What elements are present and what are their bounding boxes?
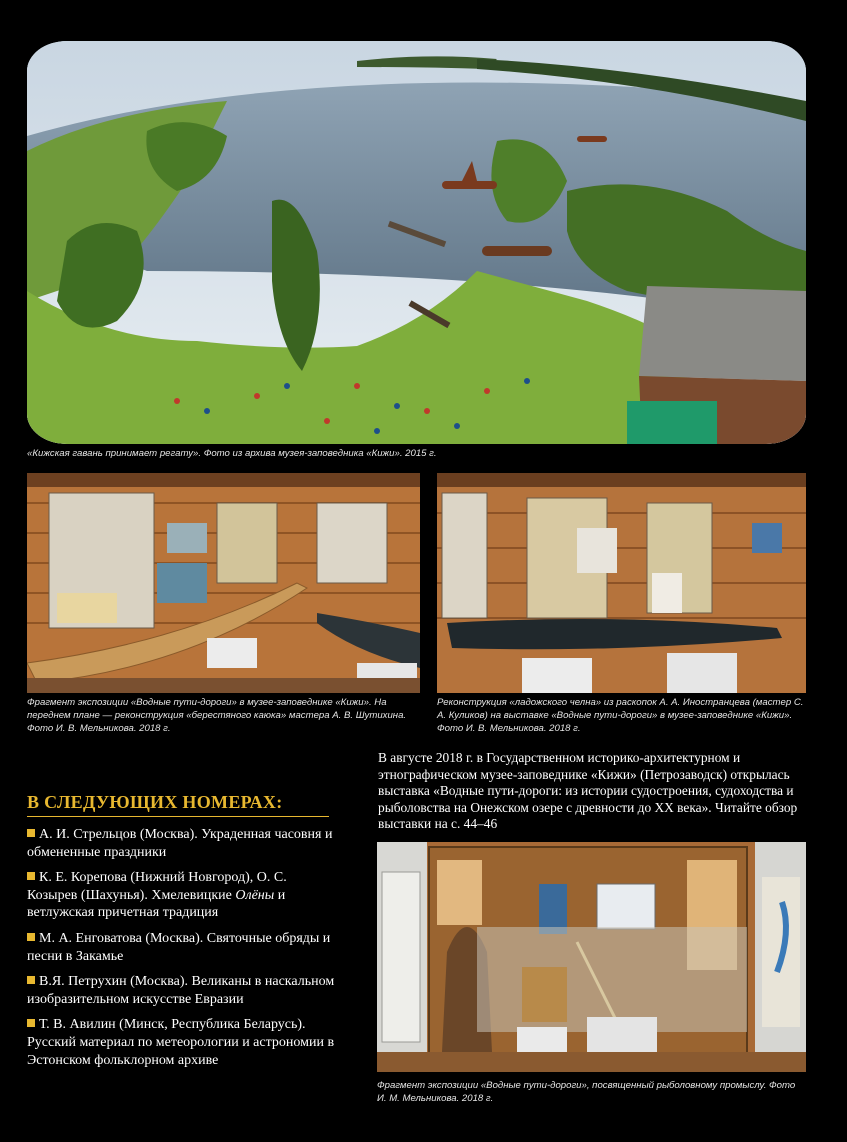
harbor-regatta-photo [27, 41, 806, 444]
list-item: В.Я. Петрухин (Москва). Великаны в наскальном изобразительном искусстве Евразии [27, 974, 335, 1007]
square-bullet-icon [27, 933, 35, 941]
list-item: А. И. Стрельцов (Москва). Украденная часовня и обмененные праздники [27, 827, 333, 860]
next-issues-list [27, 826, 337, 1077]
square-bullet-icon [27, 829, 35, 837]
bottom-photo-caption: Фрагмент экспозиции «Водные пути-дороги», посвященный рыболовному промыслу. Фото И. М. Мельникова. 2018 г. [377, 1080, 796, 1104]
list-item: К. Е. Корепова (Нижний Новгород), О. С. Козырев (Шахунья). Хмелевицкие Олёны и ветлужская причетная традиция [27, 870, 287, 921]
square-bullet-icon [27, 1019, 35, 1027]
square-bullet-icon [27, 872, 35, 880]
exhibition-announcement: В августе 2018 г. в Государственном историко-архитектурном и этнографическом музее-заповеднике «Кижи» (Петрозаводск) открылась выставка «Водные пути-дороги: из истории судостроения, судоходства и рыболовства на Онежском озере с древности до ХХ века». Читайте обзор выставки на с. 44–46 [378, 750, 798, 832]
ladoga-boat-exhibit-photo [437, 473, 806, 693]
list-item: Т. В. Авилин (Минск, Республика Беларусь). Русский материал по метеорологии и астрономии в Эстонском фольклорном архиве [27, 1017, 335, 1068]
left-photo-caption: Фрагмент экспозиции «Водные пути-дороги» в музее-заповеднике «Кижи». На переднем плане — реконструкция «берестяного каюка» мастера А. В. Шутихина. Фото И. В. Мельникова. 2018 г. [27, 697, 407, 734]
fishing-exhibit-photo [377, 842, 806, 1072]
right-photo-caption: Реконструкция «ладожского челна» из раскопок А. А. Иностранцева (мастер С. А. Куликов) на выставке «Водные пути-дороги» в музее-заповеднике «Кижи». Фото И. В. Мельникова. 2018 г. [437, 697, 804, 734]
next-issues-heading: В СЛЕДУЮЩИХ НОМЕРАХ: [27, 792, 329, 817]
main-photo-caption: «Кижская гавань принимает регату». Фото из архива музея-заповедника «Кижи». 2015 г. [27, 448, 437, 459]
list-item: М. А. Енговатова (Москва). Святочные обряды и песни в Закамье [27, 930, 331, 964]
birchbark-boat-exhibit-photo [27, 473, 420, 693]
square-bullet-icon [27, 976, 35, 984]
